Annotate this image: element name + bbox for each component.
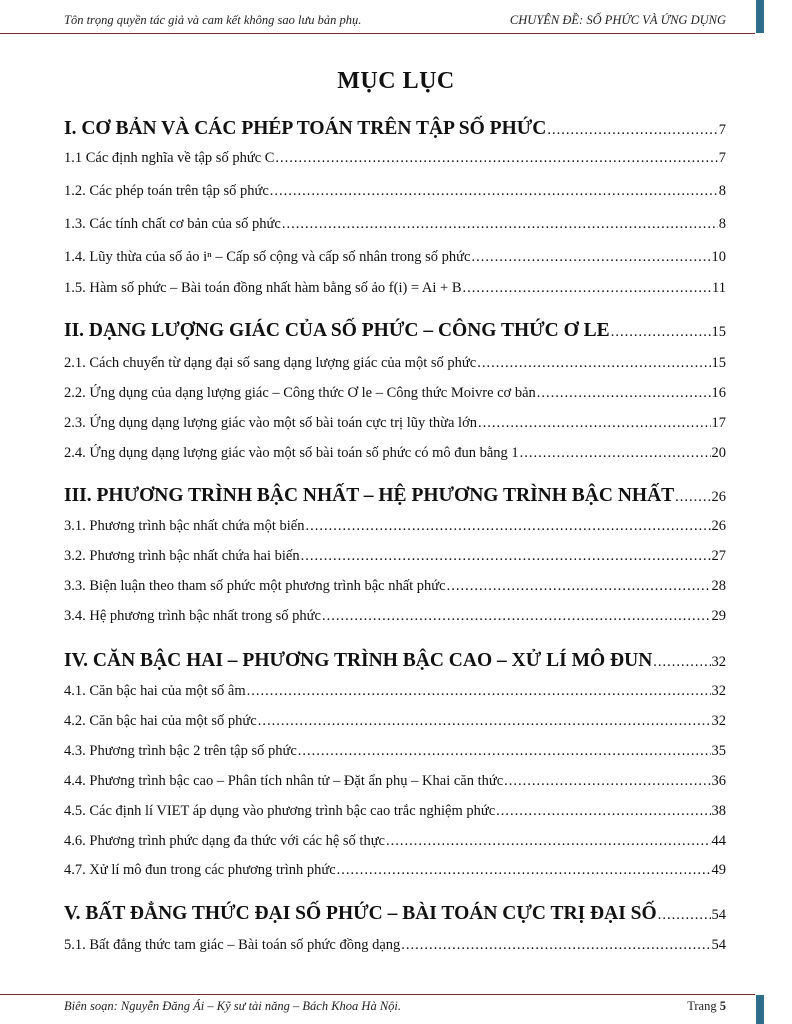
toc-entry-page: 16 xyxy=(711,385,726,401)
toc-subsection-entry[interactable] xyxy=(64,355,726,372)
toc-entry-title: 3.4. Hệ phương trình bậc nhất trong số phức xyxy=(64,608,321,624)
toc-dot-leader xyxy=(301,548,711,565)
toc-subsection-entry[interactable] xyxy=(64,548,726,565)
toc-entry-title: 5.1. Bất đẳng thức tam giác – Bài toán số phức đồng dạng xyxy=(64,937,401,953)
toc-entry-title: 1.1 Các định nghĩa về tập số phức C xyxy=(64,150,275,166)
footer-rule xyxy=(0,994,755,995)
toc-entry-page: 15 xyxy=(711,324,726,340)
header-side-bar xyxy=(756,0,764,33)
toc-entry-title: 3.3. Biện luận theo tham số phức một phương trình bậc nhất phức xyxy=(64,578,446,594)
toc-entry-page: 10 xyxy=(711,249,726,265)
toc-entry-page: 35 xyxy=(711,743,726,759)
toc-subsection-entry[interactable] xyxy=(64,518,726,535)
toc-entry-title: 4.7. Xử lí mô đun trong các phương trình phức xyxy=(64,862,336,878)
toc-entry-title: 4.4. Phương trình bậc cao – Phân tích nhân tử – Đặt ẩn phụ – Khai căn thức xyxy=(64,773,504,789)
toc-entry-title: I. CƠ BẢN VÀ CÁC PHÉP TOÁN TRÊN TẬP SỐ PHỨC xyxy=(64,118,547,139)
toc-subsection-entry[interactable] xyxy=(64,385,726,402)
toc-section-entry[interactable] xyxy=(64,118,726,140)
toc-entry-title: IV. CĂN BẬC HAI – PHƯƠNG TRÌNH BẬC CAO – XỬ LÍ MÔ ĐUN xyxy=(64,650,653,671)
toc-entry-page: 20 xyxy=(711,445,726,461)
toc-entry-title: 1.3. Các tính chất cơ bản của số phức xyxy=(64,216,281,232)
toc-subsection-entry[interactable] xyxy=(64,280,726,297)
toc-dot-leader xyxy=(305,518,710,535)
toc-entry-title: III. PHƯƠNG TRÌNH BẬC NHẤT – HỆ PHƯƠNG TRÌNH BẬC NHẤT xyxy=(64,485,675,506)
footer-page-label: Trang xyxy=(687,999,717,1013)
toc-subsection-entry[interactable] xyxy=(64,150,726,167)
toc-dot-leader xyxy=(447,578,711,595)
toc-entry-page: 7 xyxy=(718,150,726,166)
toc-subsection-entry[interactable] xyxy=(64,713,726,730)
toc-entry-title: 2.2. Ứng dụng của dạng lượng giác – Công thức Ơ le – Công thức Moivre cơ bản xyxy=(64,385,536,401)
toc-entry-title: V. BẤT ĐẲNG THỨC ĐẠI SỐ PHỨC – BÀI TOÁN CỰC TRỊ ĐẠI SỐ xyxy=(64,903,657,924)
toc-entry-page: 26 xyxy=(711,489,726,505)
header-rule xyxy=(0,33,755,34)
toc-entry-page: 54 xyxy=(711,937,726,953)
toc-entry-page: 32 xyxy=(711,683,726,699)
toc-entry-page: 17 xyxy=(711,415,726,431)
page-title: MỤC LỤC xyxy=(337,68,455,94)
toc-section-entry[interactable] xyxy=(64,485,726,507)
footer-page xyxy=(687,999,726,1014)
toc-subsection-entry[interactable] xyxy=(64,216,726,233)
toc-dot-leader xyxy=(504,773,710,790)
toc-entry-title: 4.5. Các định lí VIET áp dụng vào phương trình bậc cao trắc nghiệm phức xyxy=(64,803,496,819)
toc-subsection-entry[interactable] xyxy=(64,183,726,200)
toc-dot-leader xyxy=(675,489,710,506)
toc-entry-page: 8 xyxy=(718,183,726,199)
toc-subsection-entry[interactable] xyxy=(64,862,726,879)
toc-dot-leader xyxy=(275,150,717,167)
toc-dot-leader xyxy=(471,249,710,266)
toc-subsection-entry[interactable] xyxy=(64,773,726,790)
toc-dot-leader xyxy=(258,713,711,730)
toc-dot-leader xyxy=(401,937,710,954)
toc-subsection-entry[interactable] xyxy=(64,445,726,462)
toc-entry-page: 8 xyxy=(718,216,726,232)
toc-subsection-entry[interactable] xyxy=(64,803,726,820)
footer-author: Biên soạn: Nguyễn Đăng Ái – Kỹ sư tài năng – Bách Khoa Hà Nội. xyxy=(64,999,401,1013)
toc-subsection-entry[interactable] xyxy=(64,608,726,625)
toc-dot-leader xyxy=(478,415,711,432)
toc-subsection-entry[interactable] xyxy=(64,578,726,595)
toc-entry-page: 44 xyxy=(711,833,726,849)
toc-dot-leader xyxy=(611,324,711,341)
footer-side-bar xyxy=(756,995,764,1024)
toc-entry-title: 4.1. Căn bậc hai của một số âm xyxy=(64,683,246,699)
toc-entry-page: 36 xyxy=(711,773,726,789)
toc-entry-title: 4.6. Phương trình phức dạng đa thức với các hệ số thực xyxy=(64,833,385,849)
toc-dot-leader xyxy=(386,833,711,850)
toc-section-entry[interactable] xyxy=(64,903,726,925)
toc-entry-page: 11 xyxy=(712,280,726,296)
toc-dot-leader xyxy=(547,122,717,139)
toc-dot-leader xyxy=(463,280,711,297)
toc-dot-leader xyxy=(337,862,711,879)
toc-entry-title: 1.2. Các phép toán trên tập số phức xyxy=(64,183,269,199)
toc-entry-title: 2.1. Cách chuyển từ dạng đại số sang dạng lượng giác của một số phức xyxy=(64,355,477,371)
toc-section-entry[interactable] xyxy=(64,320,726,342)
toc-subsection-entry[interactable] xyxy=(64,937,726,954)
toc-entry-title: 2.3. Ứng dụng dạng lượng giác vào một số bài toán cực trị lũy thừa lớn xyxy=(64,415,477,431)
toc-entry-title: 3.1. Phương trình bậc nhất chứa một biến xyxy=(64,518,305,534)
toc-entry-page: 29 xyxy=(711,608,726,624)
toc-subsection-entry[interactable] xyxy=(64,743,726,760)
toc-subsection-entry[interactable] xyxy=(64,249,726,266)
toc-subsection-entry[interactable] xyxy=(64,683,726,700)
toc-entry-page: 49 xyxy=(711,862,726,878)
toc-entry-page: 15 xyxy=(711,355,726,371)
toc-entry-title: 4.3. Phương trình bậc 2 trên tập số phức xyxy=(64,743,297,759)
toc-entry-page: 27 xyxy=(711,548,726,564)
toc-entry-title: 1.4. Lũy thừa của số ảo iⁿ – Cấp số cộng và cấp số nhân trong số phức xyxy=(64,249,471,265)
toc-entry-page: 32 xyxy=(711,654,726,670)
toc-entry-title: 4.2. Căn bậc hai của một số phức xyxy=(64,713,257,729)
toc-entry-page: 26 xyxy=(711,518,726,534)
toc-subsection-entry[interactable] xyxy=(64,415,726,432)
toc-entry-page: 32 xyxy=(711,713,726,729)
toc-dot-leader xyxy=(520,445,711,462)
toc-subsection-entry[interactable] xyxy=(64,833,726,850)
toc-dot-leader xyxy=(477,355,710,372)
toc-entry-page: 54 xyxy=(711,907,726,923)
toc-dot-leader xyxy=(658,907,711,924)
toc-dot-leader xyxy=(298,743,711,760)
toc-dot-leader xyxy=(322,608,711,625)
toc-dot-leader xyxy=(282,216,718,233)
toc-dot-leader xyxy=(270,183,718,200)
toc-dot-leader xyxy=(653,654,710,671)
footer-page-number: 5 xyxy=(719,999,726,1013)
page-header xyxy=(0,0,792,36)
toc-entry-page: 28 xyxy=(711,578,726,594)
toc-entry-title: 2.4. Ứng dụng dạng lượng giác vào một số bài toán số phức có mô đun bằng 1 xyxy=(64,445,519,461)
toc-dot-leader xyxy=(537,385,711,402)
toc-entry-page: 7 xyxy=(718,122,726,138)
header-topic: CHUYÊN ĐỀ: SỐ PHỨC VÀ ỨNG DỤNG xyxy=(509,13,726,27)
toc-entry-page: 38 xyxy=(711,803,726,819)
toc-section-entry[interactable] xyxy=(64,650,726,672)
header-copyright-note: Tôn trọng quyền tác giả và cam kết không sao lưu bản phụ. xyxy=(64,13,362,27)
toc-dot-leader xyxy=(247,683,711,700)
toc-entry-title: 1.5. Hàm số phức – Bài toán đồng nhất hàm bằng số ảo f(i) = Ai + B xyxy=(64,280,462,296)
toc-dot-leader xyxy=(496,803,710,820)
toc-entry-title: II. DẠNG LƯỢNG GIÁC CỦA SỐ PHỨC – CÔNG THỨC Ơ LE xyxy=(64,320,610,341)
toc-entry-title: 3.2. Phương trình bậc nhất chứa hai biến xyxy=(64,548,300,564)
